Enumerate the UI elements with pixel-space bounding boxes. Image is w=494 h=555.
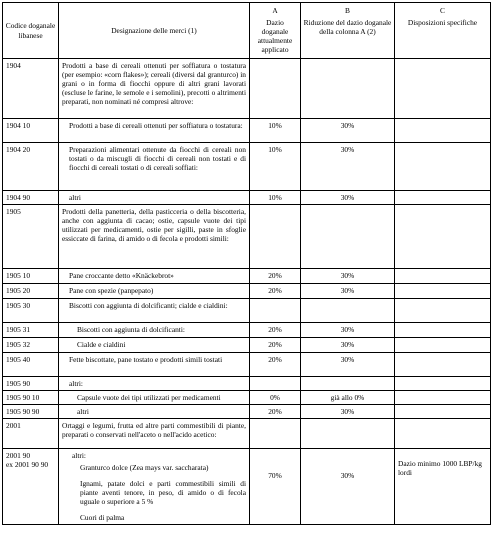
tariff-table-container bbox=[2, 2, 491, 525]
row-description: Prodotti a base di cereali ottenuti per soffiatura o tostatura (per esempio: «corn flakes»); cereali (diversi dal granturco) in grani o in forma di fiocchi oppure di altri grani lavorati (escluse le farine, le semole e i semolini), precotti o altrimenti preparati, non nominati né compresi altrove: bbox=[59, 59, 250, 119]
row-description: altri: bbox=[59, 377, 250, 391]
row-col-b: 30% bbox=[301, 119, 395, 143]
header-col-a-letter: A bbox=[272, 6, 278, 15]
table-header-row bbox=[3, 3, 491, 59]
row-col-c bbox=[395, 338, 491, 353]
row-col-b: 30% bbox=[301, 191, 395, 205]
row-col-c bbox=[395, 59, 491, 119]
row-col-b: 30% bbox=[301, 284, 395, 299]
row-col-b: 30% bbox=[301, 449, 395, 525]
table-row bbox=[3, 284, 491, 299]
row-code: 1905 90 bbox=[3, 377, 59, 391]
row-code: 1905 20 bbox=[3, 284, 59, 299]
row-description: Prodotti della panetteria, della pasticceria o della biscotteria, anche con aggiunta di cacao; ostie, capsule vuote dei tipi utilizzati per medicamenti, ostie per sigilli, paste in sfoglie essiccate di farina, di amido o di fecola e prodotti simili: bbox=[59, 205, 250, 269]
row-col-c bbox=[395, 284, 491, 299]
row-code: 1904 90 bbox=[3, 191, 59, 205]
table-row bbox=[3, 59, 491, 119]
row-code: 1905 90 90 bbox=[3, 405, 59, 419]
row-col-b bbox=[301, 299, 395, 323]
header-col-a-text: Dazio doganale attualmente applicato bbox=[257, 18, 293, 55]
row-col-c bbox=[395, 143, 491, 191]
header-code: Codice doganale libanese bbox=[3, 3, 59, 59]
row-col-a bbox=[250, 205, 301, 269]
row-col-a bbox=[250, 59, 301, 119]
row-col-c bbox=[395, 353, 491, 377]
row-col-b: 30% bbox=[301, 338, 395, 353]
row-code: 1904 bbox=[3, 59, 59, 119]
row-col-c bbox=[395, 191, 491, 205]
table-row bbox=[3, 299, 491, 323]
row-col-a: 20% bbox=[250, 284, 301, 299]
header-col-c-text: Disposizioni specifiche bbox=[407, 18, 478, 28]
row-col-c bbox=[395, 419, 491, 449]
table-body bbox=[3, 59, 491, 525]
row-description: Cialde e cialdini bbox=[59, 338, 250, 353]
row-col-a: 20% bbox=[250, 323, 301, 338]
row-col-b: 30% bbox=[301, 323, 395, 338]
row-description: Pane croccante detto «Knäckebrot» bbox=[59, 269, 250, 284]
row-col-b: 30% bbox=[301, 269, 395, 284]
header-col-b-text: Riduzione del dazio doganale della colonna A (2) bbox=[303, 18, 392, 37]
row-description: altri bbox=[59, 405, 250, 419]
table-row bbox=[3, 391, 491, 405]
row-code: 1905 31 bbox=[3, 323, 59, 338]
row-col-c bbox=[395, 119, 491, 143]
row-col-a: 10% bbox=[250, 119, 301, 143]
row-col-c bbox=[395, 391, 491, 405]
table-row bbox=[3, 353, 491, 377]
row-description: Ortaggi e legumi, frutta ed altre parti commestibili di piante, preparati o conservati nell'aceto o nell'acido acetico: bbox=[59, 419, 250, 449]
row-description: altri bbox=[59, 191, 250, 205]
row-col-a: 20% bbox=[250, 338, 301, 353]
row-col-b bbox=[301, 59, 395, 119]
row-description: Preparazioni alimentari ottenute da fiocchi di cereali non tostati o da miscugli di fiocchi di cereali non tostati e di fiocchi di cereali tostati o di cereali soffiati: bbox=[59, 143, 250, 191]
row-col-a: 10% bbox=[250, 143, 301, 191]
row-description: Fette biscottate, pane tostato e prodotti simili tostati bbox=[59, 353, 250, 377]
table-row bbox=[3, 143, 491, 191]
table-row bbox=[3, 119, 491, 143]
table-row bbox=[3, 405, 491, 419]
row-code: 2001 bbox=[3, 419, 59, 449]
row-col-a: 10% bbox=[250, 191, 301, 205]
header-col-c-letter: C bbox=[440, 6, 445, 15]
row-col-c bbox=[395, 269, 491, 284]
row-code: 1905 10 bbox=[3, 269, 59, 284]
row-col-c bbox=[395, 205, 491, 269]
row-col-b: 30% bbox=[301, 405, 395, 419]
table-row bbox=[3, 419, 491, 449]
row-col-a: 70% bbox=[250, 449, 301, 525]
row-code: 1905 bbox=[3, 205, 59, 269]
row-description: Biscotti con aggiunta di dolcificanti: bbox=[59, 323, 250, 338]
row-description: Capsule vuote dei tipi utilizzati per medicamenti bbox=[59, 391, 250, 405]
row-col-b: 30% bbox=[301, 353, 395, 377]
header-col-b-letter: B bbox=[345, 6, 350, 15]
header-col-c bbox=[395, 3, 491, 59]
table-row bbox=[3, 323, 491, 338]
row-col-c bbox=[395, 377, 491, 391]
table-row bbox=[3, 205, 491, 269]
row-code: 1904 20 bbox=[3, 143, 59, 191]
table-row bbox=[3, 377, 491, 391]
tariff-table bbox=[2, 2, 491, 525]
table-row-last bbox=[3, 449, 491, 525]
row-col-b bbox=[301, 419, 395, 449]
row-col-a: 20% bbox=[250, 405, 301, 419]
row-col-b: 30% bbox=[301, 143, 395, 191]
row-col-a: 20% bbox=[250, 353, 301, 377]
header-designation: Designazione delle merci (1) bbox=[59, 3, 250, 59]
row-description: altri: Granturco dolce (Zea mays var. saccharata) Ignami, patate dolci e parti commestibili simili di piante aventi tenore, in peso, di amido o di fecola uguale o superiore a 5 % Cuori di palma bbox=[59, 449, 250, 525]
header-col-b bbox=[301, 3, 395, 59]
row-col-a bbox=[250, 377, 301, 391]
row-col-a bbox=[250, 299, 301, 323]
row-col-a: 0% bbox=[250, 391, 301, 405]
table-row bbox=[3, 269, 491, 284]
row-col-a bbox=[250, 419, 301, 449]
row-description: Prodotti a base di cereali ottenuti per soffiatura o tostatura: bbox=[59, 119, 250, 143]
row-col-b bbox=[301, 377, 395, 391]
row-col-b bbox=[301, 205, 395, 269]
row-col-c bbox=[395, 323, 491, 338]
row-col-c bbox=[395, 405, 491, 419]
row-code: 1904 10 bbox=[3, 119, 59, 143]
row-col-b: già allo 0% bbox=[301, 391, 395, 405]
header-col-a bbox=[250, 3, 301, 59]
row-col-c: Dazio minimo 1000 LBP/kg lordi bbox=[395, 449, 491, 525]
row-col-c bbox=[395, 299, 491, 323]
table-row bbox=[3, 338, 491, 353]
row-code: 2001 90 ex 2001 90 90 bbox=[3, 449, 59, 525]
table-row bbox=[3, 191, 491, 205]
row-code: 1905 40 bbox=[3, 353, 59, 377]
row-code: 1905 90 10 bbox=[3, 391, 59, 405]
row-description: Biscotti con aggiunta di dolcificanti; cialde e cialdini: bbox=[59, 299, 250, 323]
row-description: Pane con spezie (panpepato) bbox=[59, 284, 250, 299]
row-code: 1905 32 bbox=[3, 338, 59, 353]
row-code: 1905 30 bbox=[3, 299, 59, 323]
row-col-a: 20% bbox=[250, 269, 301, 284]
